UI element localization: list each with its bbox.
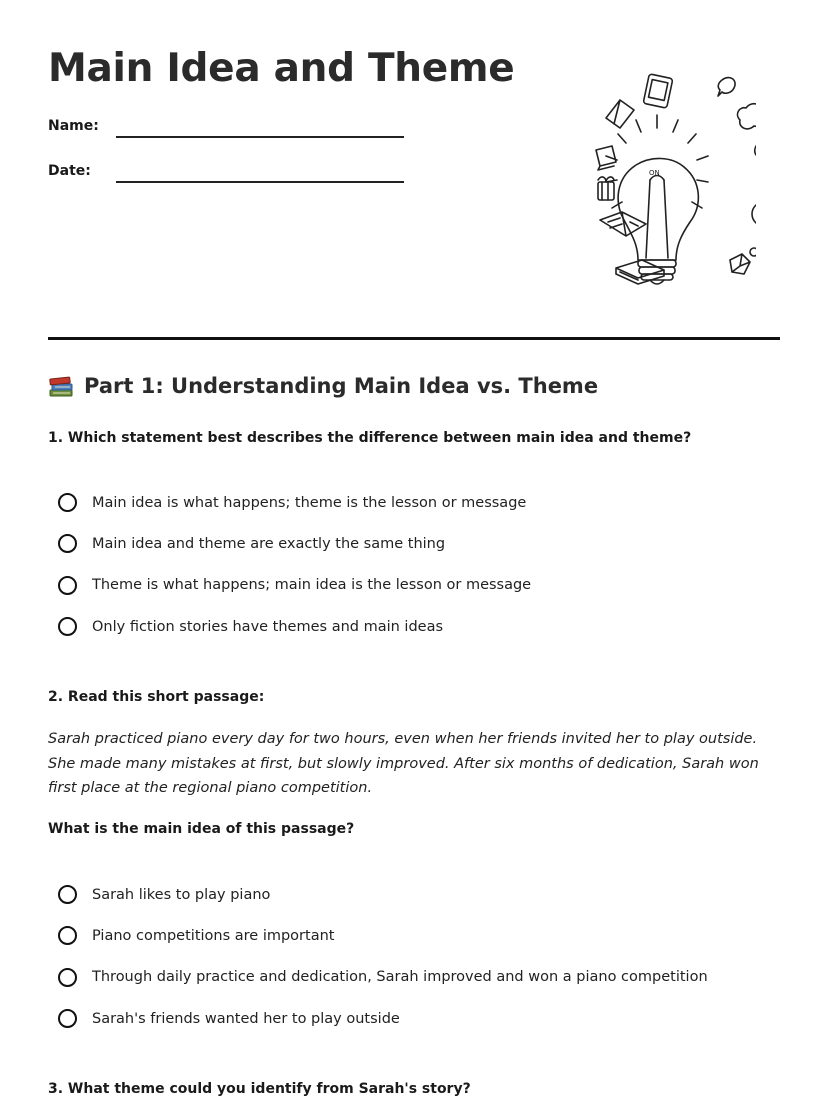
radio-button[interactable]	[58, 885, 77, 904]
date-line[interactable]	[116, 181, 404, 183]
option-label: Through daily practice and dedication, Sarah improved and won a piano competition	[92, 969, 708, 986]
bulb-switch-text: ON	[649, 169, 660, 177]
radio-button[interactable]	[58, 534, 77, 553]
option-item[interactable]	[58, 998, 708, 1039]
question-3: 3. What theme could you identify from Sarah's story?	[48, 1081, 471, 1097]
question-2: What is the main idea of this passage?	[48, 821, 355, 837]
part1-title-text: Part 1: Understanding Main Idea vs. Theme	[84, 374, 599, 398]
question-2-options	[58, 874, 708, 1039]
option-label: Main idea is what happens; theme is the lesson or message	[92, 494, 527, 511]
lightbulb-illustration-icon	[546, 70, 756, 290]
books-icon	[48, 374, 74, 398]
radio-button[interactable]	[58, 617, 77, 636]
question-1-options	[58, 482, 531, 647]
name-label: Name:	[48, 118, 99, 134]
radio-button[interactable]	[58, 968, 77, 987]
option-label: Main idea and theme are exactly the same thing	[92, 535, 446, 552]
option-label: Theme is what happens; main idea is the lesson or message	[92, 577, 532, 594]
option-item[interactable]	[58, 565, 531, 606]
passage-text: Sarah practiced piano every day for two hours, even when her friends invited her to play outside. She made many mistakes at first, but slowly improved. After six months of dedication, Sarah won first place at the regional piano competition.	[48, 731, 759, 796]
option-item[interactable]	[58, 915, 708, 956]
question-2-heading: 2. Read this short passage:	[48, 689, 265, 705]
option-item[interactable]	[58, 957, 708, 998]
date-label: Date:	[48, 163, 91, 179]
radio-button[interactable]	[58, 1009, 77, 1028]
option-label: Only fiction stories have themes and main ideas	[92, 618, 444, 635]
radio-button[interactable]	[58, 576, 77, 595]
option-label: Sarah likes to play piano	[92, 886, 271, 903]
option-item[interactable]	[58, 523, 531, 564]
option-label: Sarah's friends wanted her to play outside	[92, 1010, 400, 1027]
radio-button[interactable]	[58, 926, 77, 945]
radio-button[interactable]	[58, 493, 77, 512]
section-divider	[48, 337, 780, 340]
question-1: 1. Which statement best describes the difference between main idea and theme?	[48, 430, 692, 446]
option-item[interactable]	[58, 482, 531, 523]
option-label: Piano competitions are important	[92, 927, 335, 944]
page-title: Main Idea and Theme	[48, 46, 515, 91]
option-item[interactable]	[58, 606, 531, 647]
part1-title	[48, 374, 598, 398]
option-item[interactable]	[58, 874, 708, 915]
name-line[interactable]	[116, 136, 404, 138]
